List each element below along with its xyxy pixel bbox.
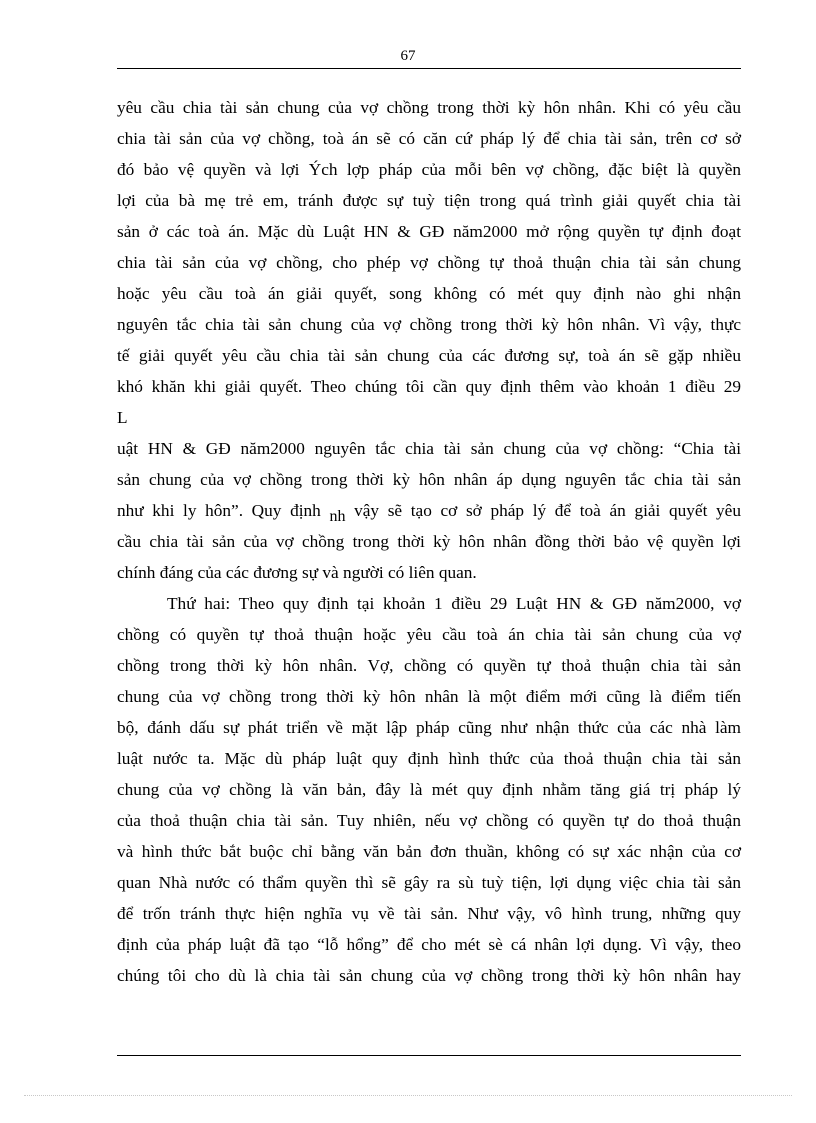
text-line: chung của vợ chồng là văn bản, đây là mét quy định nhằm tăng giá trị pháp lý xyxy=(117,780,741,799)
text-line: chia tài sản của vợ chồng, cho phép vợ chồng tự thoả thuận chia tài sản chung xyxy=(117,253,741,272)
text-line xyxy=(117,495,741,526)
header-rule xyxy=(117,68,741,69)
text-line: hoặc yêu cầu toà án giải quyết, song không có mét quy định nào ghi nhận xyxy=(117,284,741,303)
page-number: 67 xyxy=(400,48,416,64)
text-line: chính đáng của các đương sự và người có liên quan. xyxy=(117,563,477,582)
body-text xyxy=(117,92,741,991)
footer-rule xyxy=(117,1055,741,1056)
text-line: yêu cầu chia tài sản chung của vợ chồng trong thời kỳ hôn nhân. Khi có yêu cầu xyxy=(117,98,741,117)
text-line: quan Nhà nước có thẩm quyền thì sẽ gây ra sù tuỳ tiện, lợi dụng việc chia tài sản xyxy=(117,873,741,892)
text-line: của thoả thuận chia tài sản. Tuy nhiên, nếu vợ chồng có quyền tự do thoả thuận xyxy=(117,811,741,830)
text-line: chúng tôi cho dù là chia tài sản chung của vợ chồng trong thời kỳ hôn nhân hay xyxy=(117,966,741,985)
text-fragment: vậy sẽ tạo cơ sở pháp lý để toà án giải quyết yêu xyxy=(345,501,741,520)
text-fragment-lowered: nh xyxy=(329,508,346,525)
text-line: uật HN & GĐ năm2000 nguyên tắc chia tài sản chung của vợ chồng: “Chia tài xyxy=(117,439,741,458)
text-line: luật nước ta. Mặc dù pháp luật quy định hình thức của thoả thuận chia tài sản xyxy=(117,749,741,768)
text-line: định của pháp luật đã tạo “lỗ hổng” để cho mét sè cá nhân lợi dụng. Vì vậy, theo xyxy=(117,935,741,954)
text-line: lợi của bà mẹ trẻ em, tránh được sự tuỳ tiện trong quá trình giải quyết chia tài xyxy=(117,191,741,210)
text-line: chung của vợ chồng trong thời kỳ hôn nhân là một điểm mới cũng là điểm tiến xyxy=(117,687,741,706)
text-line: bộ, đánh dấu sự phát triển về mặt lập pháp cũng như nhận thức của các nhà làm xyxy=(117,718,741,737)
text-line: tế giải quyết yêu cầu chia tài sản chung của các đương sự, toà án sẽ gặp nhiều xyxy=(117,346,741,365)
text-line: cầu chia tài sản của vợ chồng trong thời kỳ hôn nhân đồng thời bảo vệ quyền lợi xyxy=(117,532,741,551)
text-line: sản ở các toà án. Mặc dù Luật HN & GĐ năm2000 mở rộng quyền tự định đoạt xyxy=(117,222,741,241)
page-boundary-dots xyxy=(24,1095,792,1096)
text-line: chia tài sản của vợ chồng, toà án sẽ có căn cứ pháp lý để chia tài sản, trên cơ sở xyxy=(117,129,741,148)
text-line: khó khăn khi giải quyết. Theo chúng tôi cần quy định thêm vào khoản 1 điều 29 xyxy=(117,377,741,396)
text-line: chồng trong thời kỳ hôn nhân. Vợ, chồng có quyền tự thoả thuận chia tài sản xyxy=(117,656,741,675)
text-line: sản chung của vợ chồng trong thời kỳ hôn nhân áp dụng nguyên tắc chia tài sản xyxy=(117,470,741,489)
text-line: đó bảo vệ quyền và lợi Ých lợp pháp của mỗi bên vợ chồng, đặc biệt là quyền xyxy=(117,160,741,179)
paragraph-start-line: Thứ hai: Theo quy định tại khoản 1 điều 29 Luật HN & GĐ năm2000, vợ xyxy=(167,594,741,613)
text-line: nguyên tắc chia tài sản chung của vợ chồng trong thời kỳ hôn nhân. Vì vậy, thực xyxy=(117,315,741,334)
text-line: chồng có quyền tự thoả thuận hoặc yêu cầu toà án chia tài sản chung của vợ xyxy=(117,625,741,644)
text-line: L xyxy=(117,408,128,427)
text-fragment: như khi ly hôn”. Quy định xyxy=(117,501,330,520)
text-line: để trốn tránh thực hiện nghĩa vụ về tài sản. Như vậy, vô hình trung, những quy xyxy=(117,904,741,923)
text-line: và hình thức bắt buộc chỉ bằng văn bản đơn thuần, không có sự xác nhận của cơ xyxy=(117,842,741,861)
